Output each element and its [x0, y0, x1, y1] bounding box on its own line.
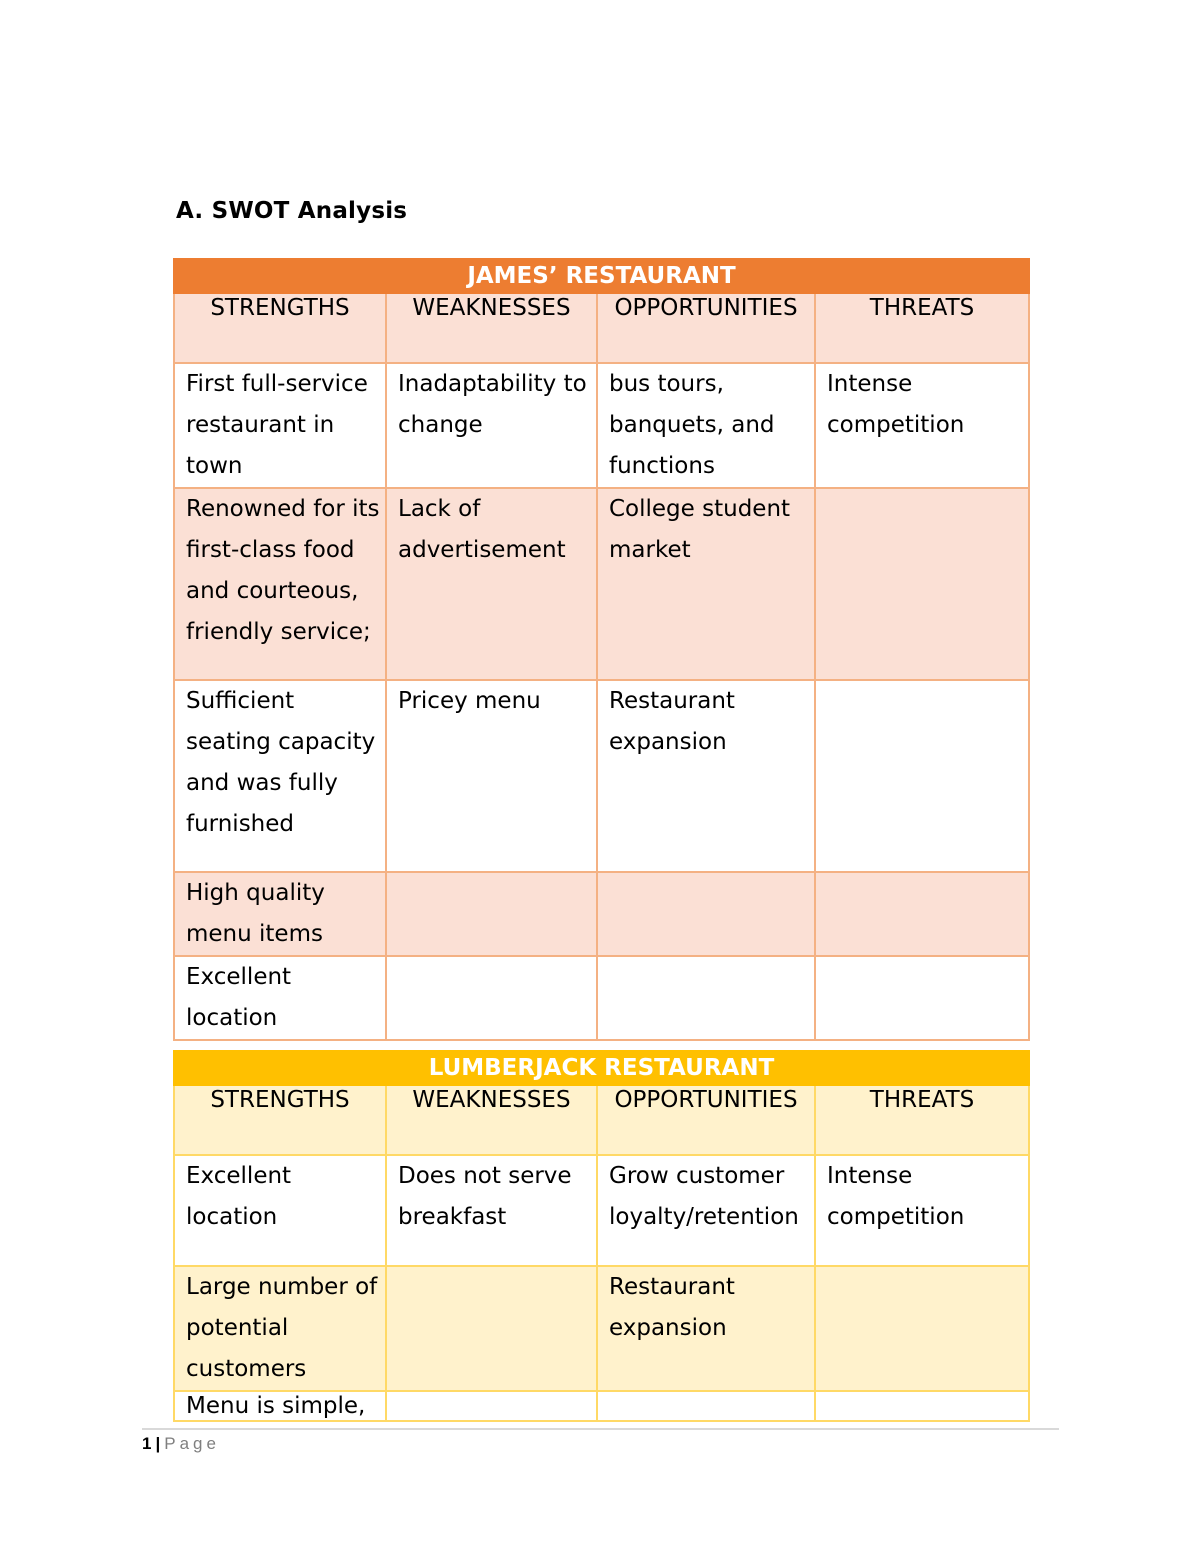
cell: Inadaptability to change — [386, 363, 597, 488]
page-footer — [142, 1434, 220, 1454]
page-number: 1 — [142, 1434, 152, 1453]
cell: Excellent location — [174, 1155, 386, 1266]
cell: Sufficient seating capacity and was fully furnished — [174, 680, 386, 872]
cell — [815, 1391, 1029, 1421]
cell: Lack of advertisement — [386, 488, 597, 680]
column-header-weaknesses: WEAKNESSES — [386, 293, 597, 363]
page-label: Page — [164, 1434, 220, 1453]
lumberjack-swot-table — [173, 1050, 1030, 1422]
cell: Excellent location — [174, 956, 386, 1040]
table-row — [174, 1391, 1029, 1421]
column-header-opportunities: OPPORTUNITIES — [597, 293, 815, 363]
cell — [597, 1391, 815, 1421]
table-title: LUMBERJACK RESTAURANT — [174, 1051, 1029, 1085]
cell: Intense competition — [815, 1155, 1029, 1266]
table-row — [174, 363, 1029, 488]
table-row — [174, 956, 1029, 1040]
cell — [815, 680, 1029, 872]
table-row — [174, 680, 1029, 872]
table-title: JAMES’ RESTAURANT — [174, 259, 1029, 293]
cell: Pricey menu — [386, 680, 597, 872]
cell — [815, 1266, 1029, 1391]
footer-separator: | — [155, 1434, 161, 1453]
cell: bus tours, banquets, and functions — [597, 363, 815, 488]
table-row — [174, 1266, 1029, 1391]
cell: Large number of potential customers — [174, 1266, 386, 1391]
cell: Menu is simple, — [174, 1391, 386, 1421]
cell — [815, 488, 1029, 680]
table-row — [174, 872, 1029, 956]
cell: Renowned for its first-class food and courteous, friendly service; — [174, 488, 386, 680]
cell: Restaurant expansion — [597, 680, 815, 872]
column-header-threats: THREATS — [815, 1085, 1029, 1155]
cell — [597, 956, 815, 1040]
cell: First full-service restaurant in town — [174, 363, 386, 488]
table-row — [174, 1155, 1029, 1266]
cell — [815, 956, 1029, 1040]
section-heading: A. SWOT Analysis — [176, 198, 408, 224]
column-header-threats: THREATS — [815, 293, 1029, 363]
footer-divider — [142, 1428, 1059, 1430]
column-header-strengths: STRENGTHS — [174, 293, 386, 363]
james-swot-table — [173, 258, 1030, 1041]
cell: Intense competition — [815, 363, 1029, 488]
cell: Does not serve breakfast — [386, 1155, 597, 1266]
cell: High quality menu items — [174, 872, 386, 956]
column-header-opportunities: OPPORTUNITIES — [597, 1085, 815, 1155]
cell — [386, 1391, 597, 1421]
column-header-strengths: STRENGTHS — [174, 1085, 386, 1155]
cell: Grow customer loyalty/retention — [597, 1155, 815, 1266]
cell — [597, 872, 815, 956]
column-header-weaknesses: WEAKNESSES — [386, 1085, 597, 1155]
cell — [815, 872, 1029, 956]
cell: College student market — [597, 488, 815, 680]
cell: Restaurant expansion — [597, 1266, 815, 1391]
cell — [386, 872, 597, 956]
table-row — [174, 488, 1029, 680]
cell — [386, 956, 597, 1040]
cell — [386, 1266, 597, 1391]
